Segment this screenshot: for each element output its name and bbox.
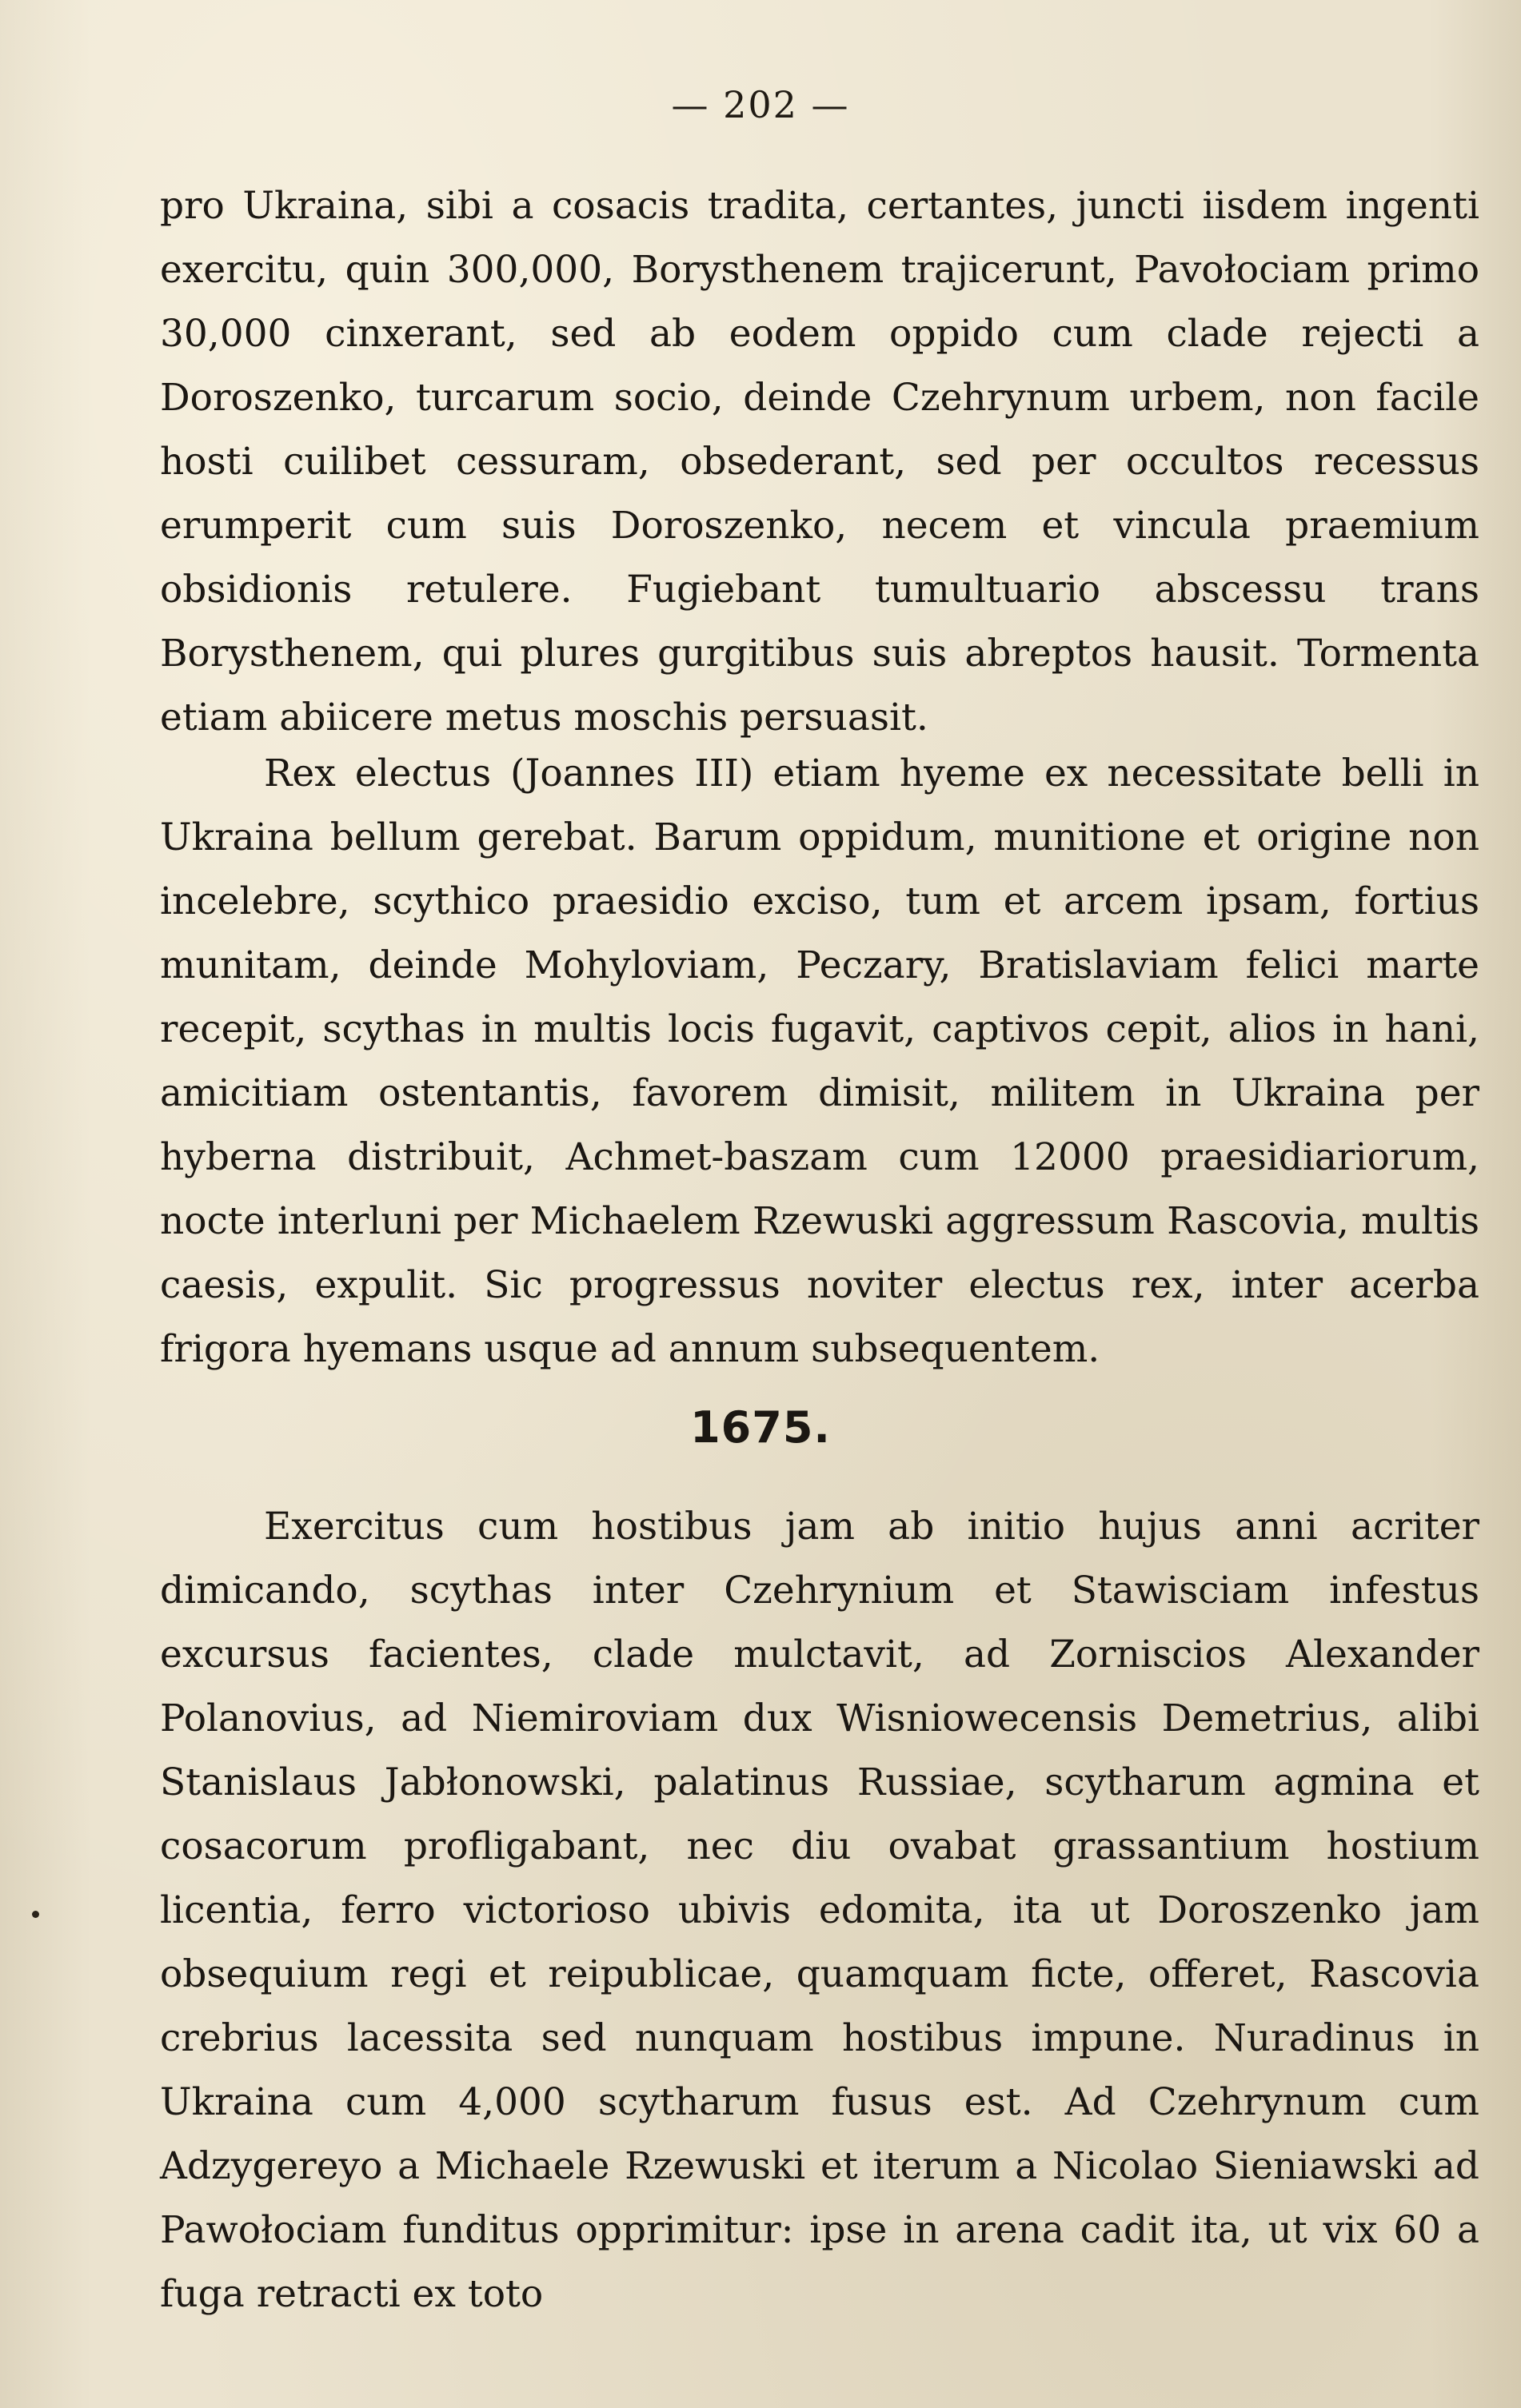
ink-speck (32, 1911, 39, 1918)
paragraph-rex-electus (160, 742, 1479, 1381)
paragraph-text: Exercitus cum hostibus jam ab initio hujus anni acriter dimicando, scythas inter Czehrynium et Stawisciam infestus excursus facientes, clade mulctavit, ad Zorniscios Alexander Polanovius, ad Niemiroviam dux Wisniowecensis Demetrius, alibi Stanislaus Jabłonowski, palatinus Russiae, scytharum agmina et cosacorum profligabant, nec diu ovabat grassantium hostium licentia, ferro victorioso ubivis edomita, ita ut Doroszenko jam obsequium regi et reipublicae, quamquam ficte, offeret, Rascovia crebrius lacessita sed nunquam hostibus impune. Nuradinus in Ukraina cum 4,000 scytharum fusus est. Ad Czehrynum cum Adzygereyo a Michaele Rzewuski et iterum a Nicolao Sieniawski ad Pawołociam funditus opprimitur: ipse in arena cadit ita, ut vix 60 a fuga retracti ex toto (160, 1505, 1479, 2316)
paragraph-exercitus (160, 1495, 1479, 2326)
page-number: — 202 — (671, 83, 850, 126)
paragraph-continuation (160, 174, 1479, 750)
year-heading: 1675. (690, 1402, 831, 1453)
paragraph-text: Rex electus (Joannes III) etiam hyeme ex necessitate belli in Ukraina bellum gerebat. Barum oppidum, munitione et origine non incelebre, scythico praesidio exciso, tum et arcem ipsam, fortius munitam, deinde Mohyloviam, Peczary, Bratislaviam felici marte recepit, scythas in multis locis fugavit, captivos cepit, alios in hani, amicitiam ostentantis, favorem dimisit, militem in Ukraina per hyberna distribuit, Achmet-baszam cum 12000 praesidiariorum, nocte interluni per Michaelem Rzewuski aggressum Rascovia, multis caesis, expulit. Sic progressus noviter electus rex, inter acerba frigora hyemans usque ad annum subsequentem. (160, 752, 1479, 1371)
paragraph-text: pro Ukraina, sibi a cosacis tradita, certantes, juncti iisdem ingenti exercitu, quin 300,000, Borysthenem trajicerunt, Pavołociam primo 30,000 cinxerant, sed ab eodem oppido cum clade rejecti a Doroszenko, turcarum socio, deinde Czehrynum urbem, non facile hosti cuilibet cessuram, obsederant, sed per occultos recessus erumperit cum suis Doroszenko, necem et vincula praemium obsidionis retulere. Fugiebant tumultuario abscessu trans Borysthenem, qui plures gurgitibus suis abreptos hausit. Tormenta etiam abiicere metus moschis persuasit. (160, 184, 1479, 740)
